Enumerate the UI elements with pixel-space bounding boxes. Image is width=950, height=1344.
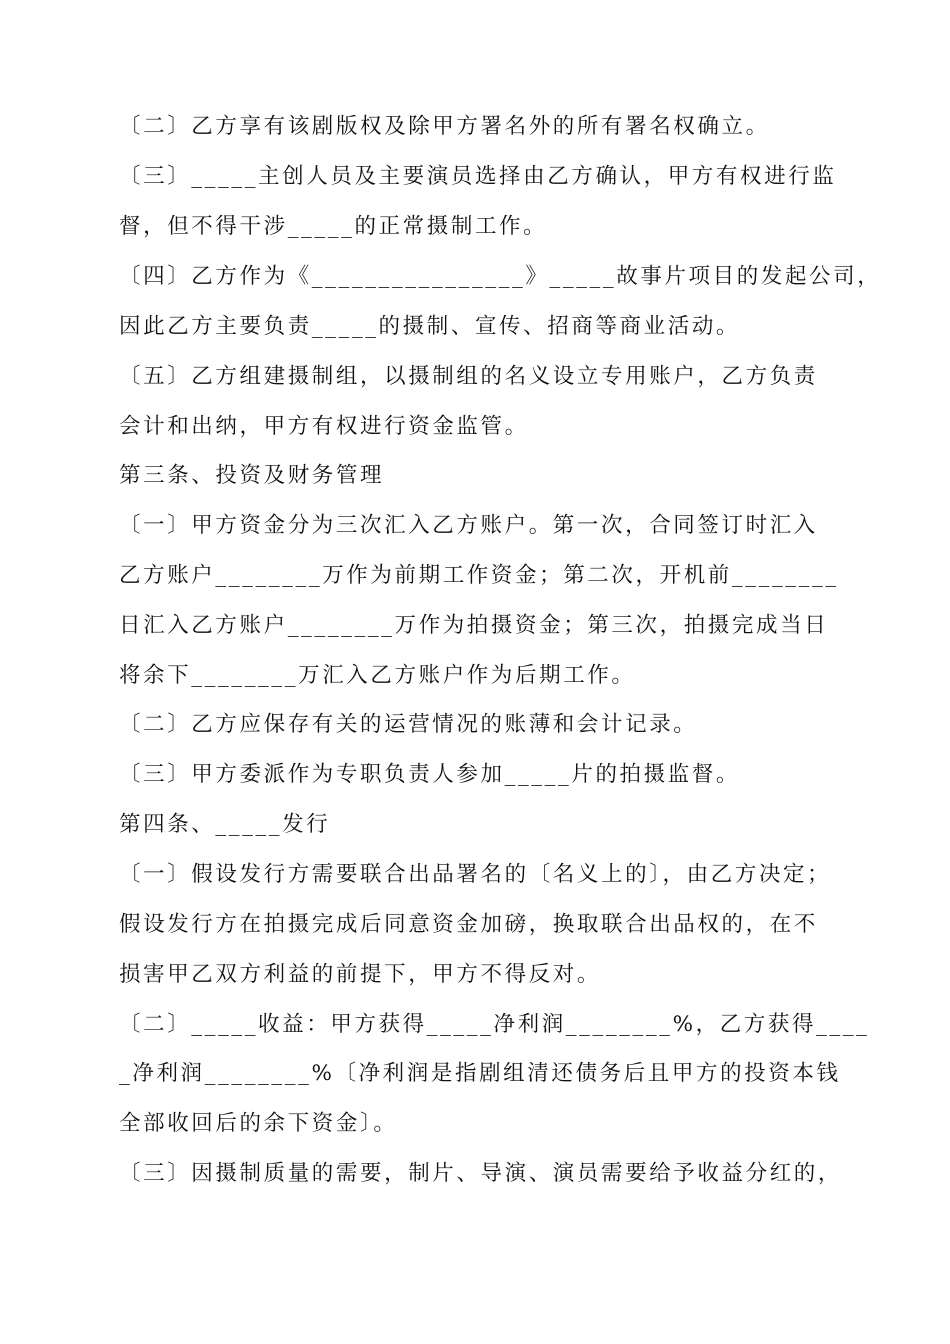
text-line: 日汇入乙方账户________万作为拍摄资金；第三次，拍摄完成当日 (119, 613, 829, 638)
text-line: 〔二〕乙方应保存有关的运营情况的账薄和会计记录。 (119, 712, 698, 737)
text-line: 〔一〕甲方资金分为三次汇入乙方账户。第一次，合同签订时汇入 (119, 513, 818, 538)
text-line: 〔三〕因摄制质量的需要，制片、导演、演员需要给予收益分红的， (119, 1161, 843, 1186)
text-line: 〔二〕_____收益：甲方获得_____净利润________%，乙方获得____ (119, 1012, 870, 1037)
text-line: _净利润________%〔净利润是指剧组清还债务后且甲方的投资本钱 (119, 1061, 841, 1086)
text-line: 〔二〕乙方享有该剧版权及除甲方署名外的所有署名权确立。 (119, 114, 770, 139)
text-line: 将余下________万汇入乙方账户作为后期工作。 (119, 663, 636, 688)
text-line: 损害甲乙双方利益的前提下，甲方不得反对。 (119, 962, 602, 987)
text-line: 〔五〕乙方组建摄制组，以摄制组的名义设立专用账户，乙方负责 (119, 364, 818, 389)
text-line: 〔一〕假设发行方需要联合出品署名的〔名义上的〕，由乙方决定； (119, 862, 832, 887)
text-line: 假设发行方在拍摄完成后同意资金加磅，换取联合出品权的，在不 (119, 912, 818, 937)
text-line: 会计和出纳，甲方有权进行资金监管。 (119, 414, 529, 439)
text-line: 因此乙方主要负责_____的摄制、宣传、招商等商业活动。 (119, 314, 741, 339)
section-heading: 第四条、_____发行 (119, 812, 331, 837)
text-line: 督，但不得干涉_____的正常摄制工作。 (119, 214, 548, 239)
section-heading: 第三条、投资及财务管理 (119, 463, 385, 488)
text-line: 〔三〕_____主创人员及主要演员选择由乙方确认，甲方有权进行监 (119, 164, 837, 189)
text-line: 〔三〕甲方委派作为专职负责人参加_____片的拍摄监督。 (119, 762, 741, 787)
text-line: 全部收回后的余下资金〕。 (119, 1111, 398, 1136)
text-line: 〔四〕乙方作为《________________》_____故事片项目的发起公司， (119, 264, 882, 289)
text-line: 乙方账户________万作为前期工作资金；第二次，开机前________ (119, 563, 839, 588)
